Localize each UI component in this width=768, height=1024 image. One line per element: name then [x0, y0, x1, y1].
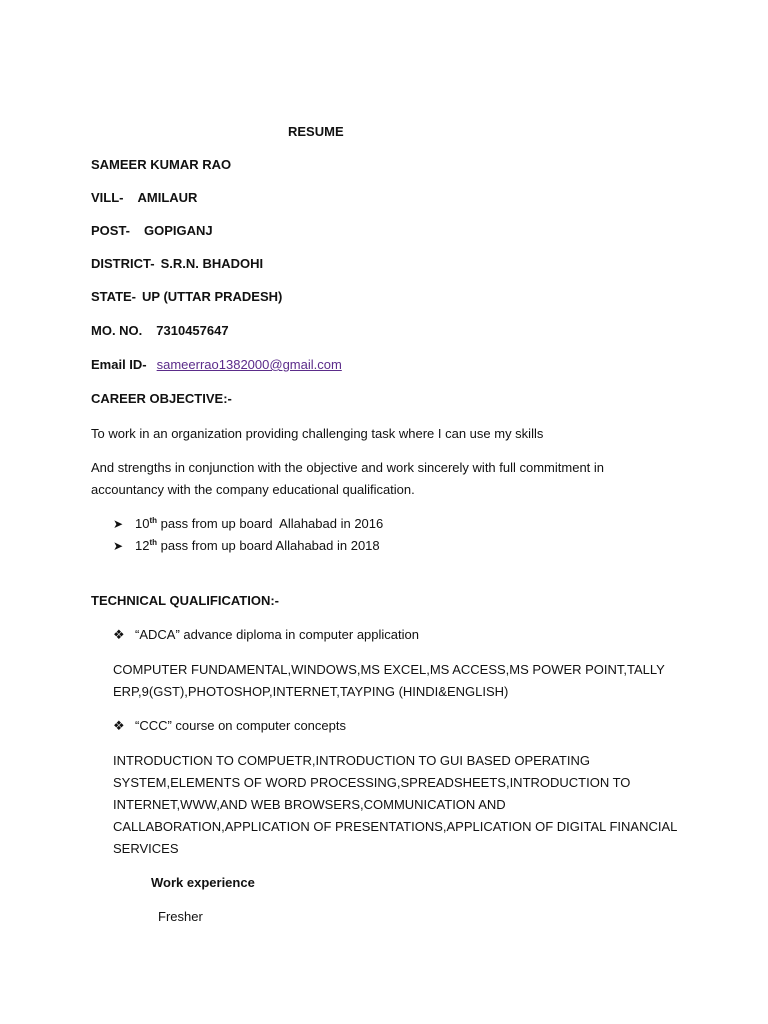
career-objective-line-1: To work in an organization providing challenging task where I can use my skills	[91, 426, 544, 441]
state-row	[91, 289, 282, 305]
ccc-details-line-5: SERVICES	[113, 841, 179, 856]
education-item-2-grade: 12	[135, 538, 150, 553]
adca-details-line-1: COMPUTER FUNDAMENTAL,WINDOWS,MS EXCEL,MS ACCESS,MS POWER POINT,TALLY	[113, 662, 665, 677]
technical-qualification-heading: TECHNICAL QUALIFICATION:-	[91, 593, 279, 608]
email-label: Email ID-	[91, 357, 147, 372]
career-objective-heading: CAREER OBJECTIVE:-	[91, 391, 232, 406]
education-item-1-text: pass from up board Allahabad in 2016	[157, 516, 384, 531]
education-item-1	[135, 516, 383, 532]
adca-details-line-2: ERP,9(GST),PHOTOSHOP,INTERNET,TAYPING (HINDI&ENGLISH)	[113, 684, 509, 699]
document-title: RESUME	[288, 124, 344, 139]
post-value: GOPIGANJ	[144, 223, 213, 238]
work-experience-value: Fresher	[158, 909, 203, 924]
education-item-1-suffix: th	[149, 516, 158, 525]
arrow-bullet-icon: ➤	[113, 517, 124, 531]
education-item-2	[135, 538, 380, 554]
adca-title: “ADCA” advance diploma in computer application	[135, 627, 419, 642]
education-item-1-grade: 10	[135, 516, 150, 531]
vill-value: AMILAUR	[137, 190, 198, 205]
ccc-details-line-3: INTERNET,WWW,AND WEB BROWSERS,COMMUNICATION AND	[113, 797, 506, 812]
candidate-name: SAMEER KUMAR RAO	[91, 157, 232, 172]
post-row	[91, 223, 213, 239]
adca-details	[113, 659, 673, 703]
career-objective-line-2a: And strengths in conjunction with the objective and work sincerely with full commitment in	[91, 460, 605, 475]
email-link[interactable]: sameerrao1382000@gmail.com	[156, 357, 342, 372]
career-objective-line-2b: accountancy with the company educational qualification.	[91, 482, 415, 497]
ccc-details-line-1: INTRODUCTION TO COMPUETR,INTRODUCTION TO GUI BASED OPERATING	[113, 753, 590, 768]
district-label: DISTRICT-	[91, 256, 155, 271]
email-row	[91, 357, 342, 373]
ccc-details-line-4: CALLABORATION,APPLICATION OF PRESENTATIONS,APPLICATION OF DIGITAL FINANCIAL	[113, 819, 678, 834]
diamond-bullet-icon: ❖	[113, 718, 125, 733]
mobile-label: MO. NO.	[91, 323, 143, 338]
mobile-row	[91, 323, 229, 339]
post-label: POST-	[91, 223, 131, 238]
mobile-value: 7310457647	[156, 323, 229, 338]
ccc-title: “CCC” course on computer concepts	[135, 718, 346, 733]
district-value: S.R.N. BHADOHI	[160, 256, 264, 271]
ccc-details-line-2: SYSTEM,ELEMENTS OF WORD PROCESSING,SPREADSHEETS,INTRODUCTION TO	[113, 775, 631, 790]
career-objective-paragraph	[91, 457, 681, 501]
work-experience-heading: Work experience	[151, 875, 255, 890]
arrow-bullet-icon: ➤	[113, 539, 124, 553]
diamond-bullet-icon: ❖	[113, 627, 125, 642]
education-item-2-text: pass from up board Allahabad in 2018	[157, 538, 380, 553]
vill-row	[91, 190, 197, 206]
vill-label: VILL-	[91, 190, 124, 205]
district-row	[91, 256, 263, 272]
state-label: STATE-	[91, 289, 137, 304]
state-value: UP (UTTAR PRADESH)	[142, 289, 283, 304]
education-item-2-suffix: th	[149, 538, 158, 547]
ccc-details	[113, 750, 678, 860]
